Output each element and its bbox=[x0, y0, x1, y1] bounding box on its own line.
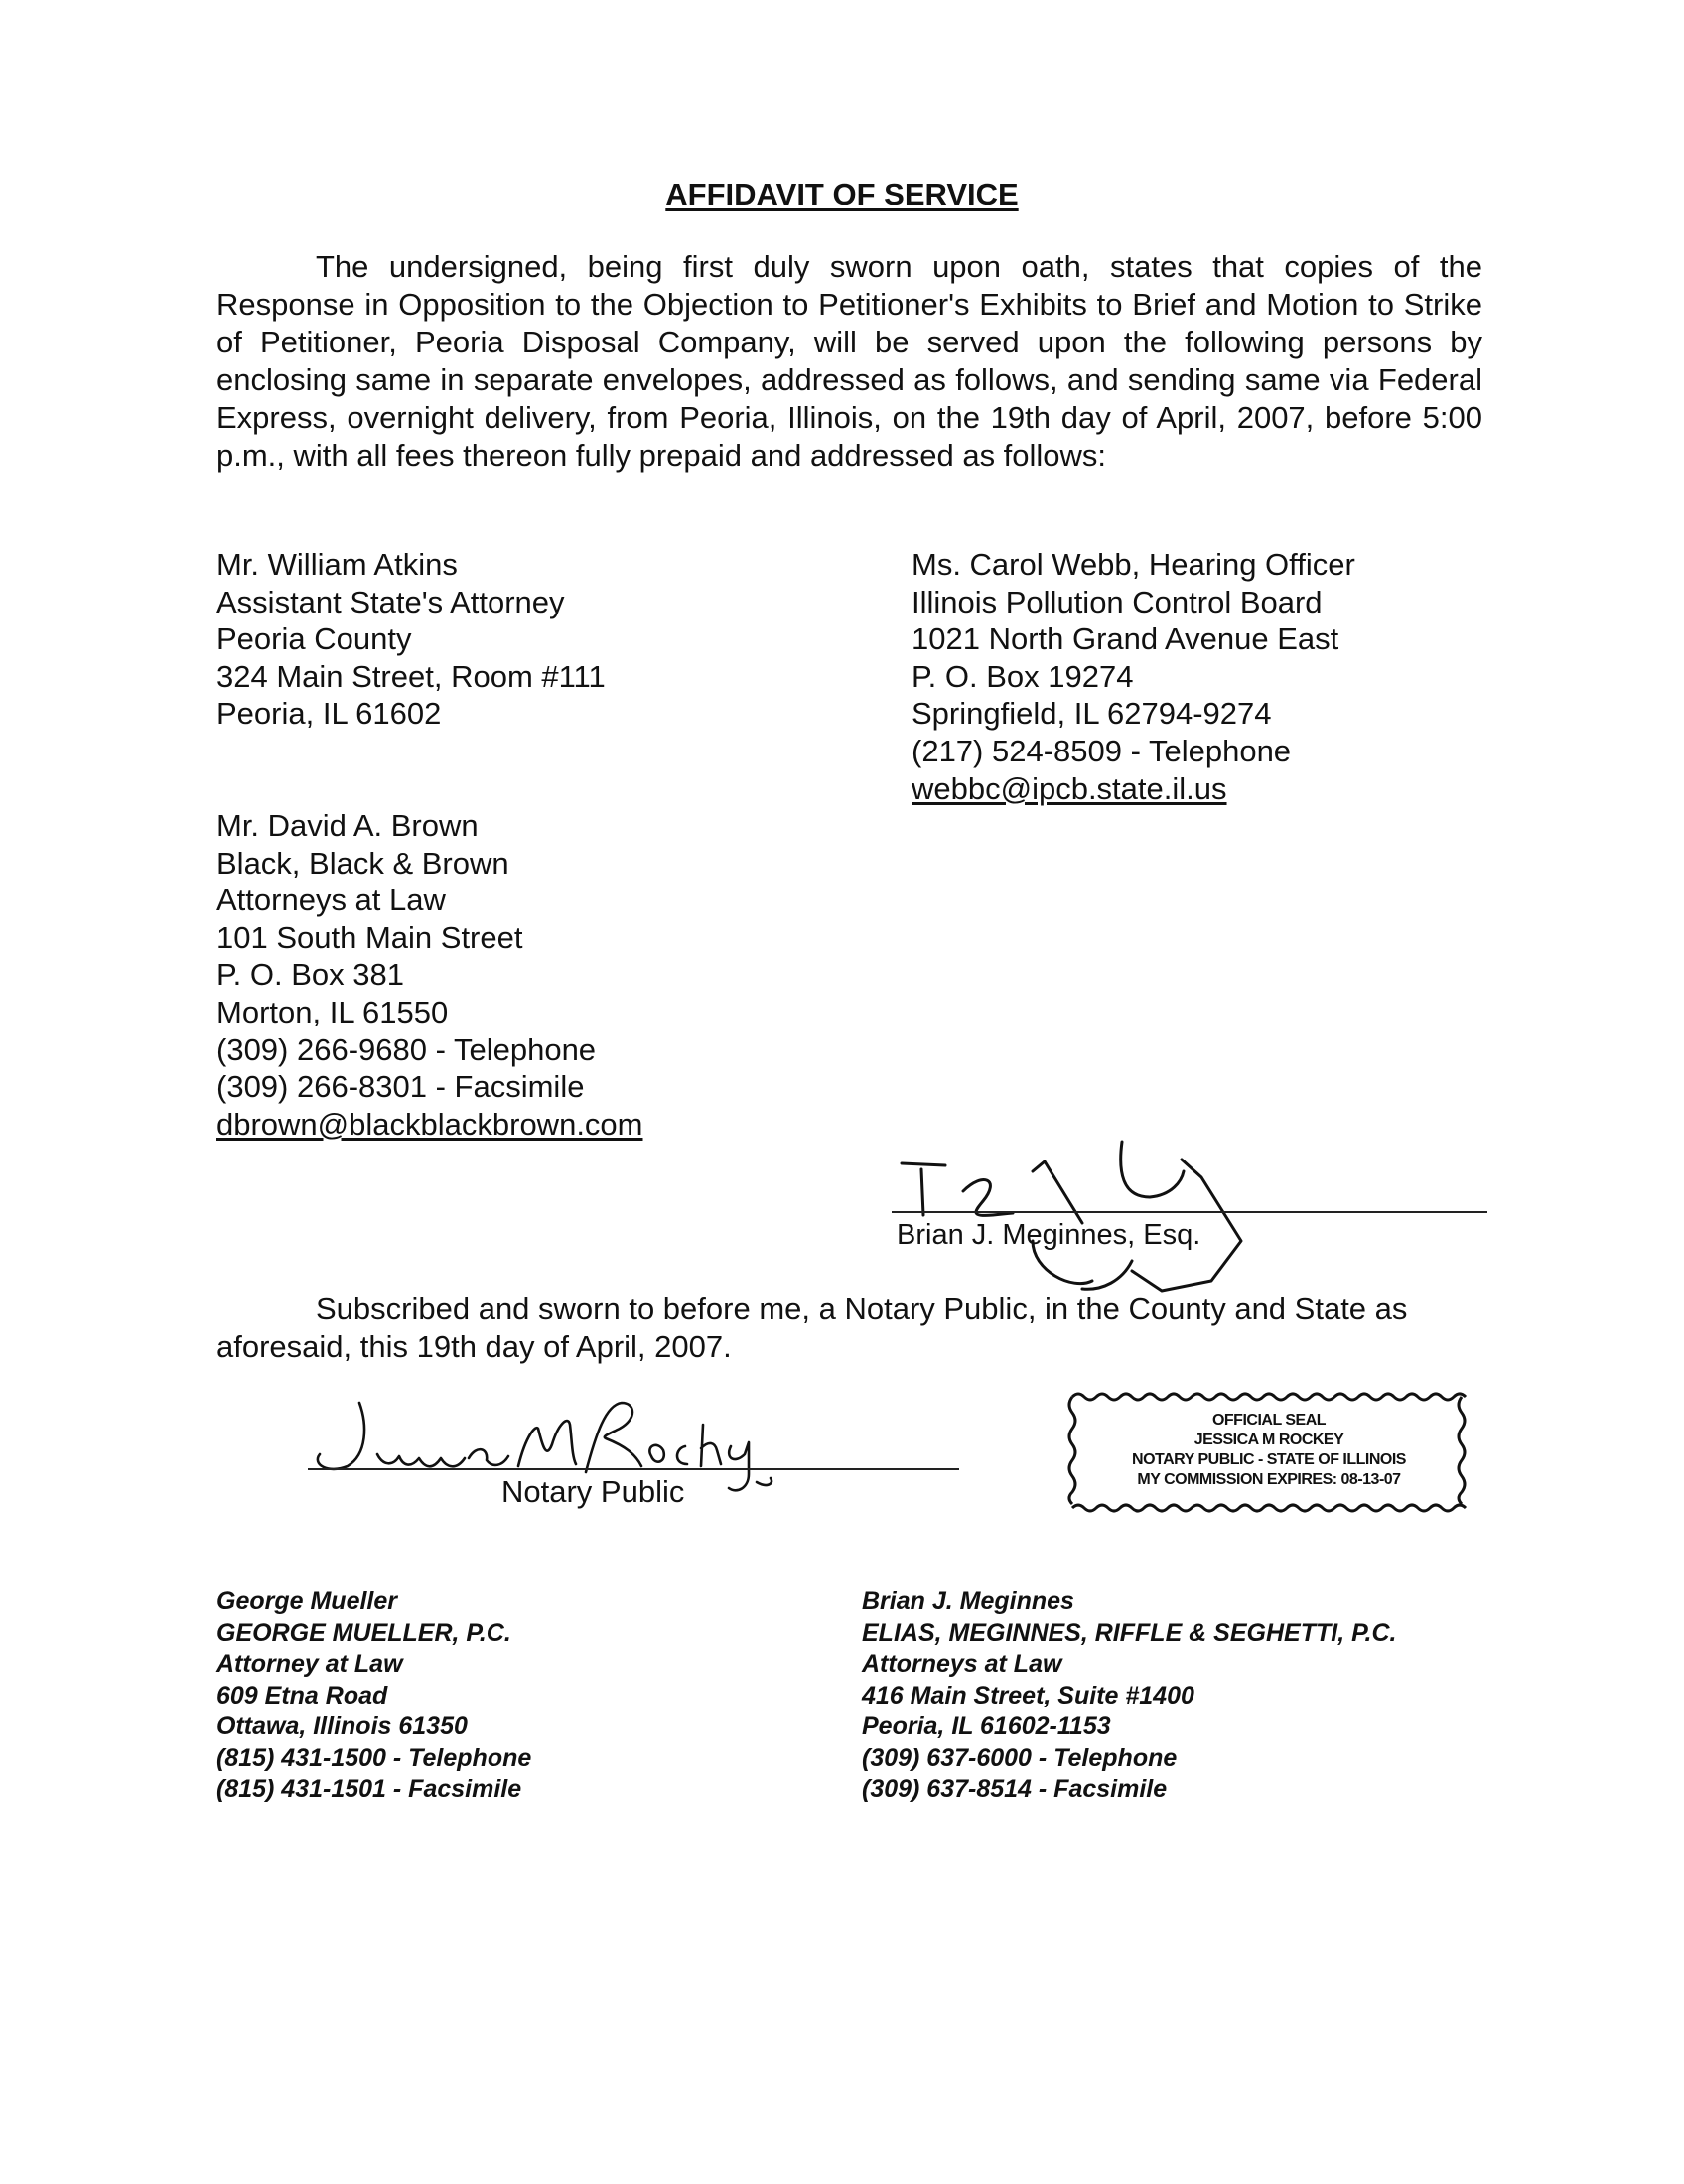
recipient-line: Assistant State's Attorney bbox=[216, 584, 565, 619]
recipient-line: Morton, IL 61550 bbox=[216, 994, 449, 1029]
recipient-line: Mr. William Atkins bbox=[216, 547, 458, 582]
recipient-line: 1021 North Grand Avenue East bbox=[912, 621, 1339, 657]
recipient-line: P. O. Box 19274 bbox=[912, 658, 1134, 694]
counsel-line: (309) 637-6000 - Telephone bbox=[862, 1743, 1178, 1772]
notary-public-label: Notary Public bbox=[501, 1474, 685, 1509]
counsel-line: (309) 637-8514 - Facsimile bbox=[862, 1775, 1168, 1803]
counsel-line: Attorneys at Law bbox=[862, 1650, 1062, 1678]
counsel-line: 609 Etna Road bbox=[216, 1681, 388, 1709]
email-link[interactable]: dbrown@blackblackbrown.com bbox=[216, 1106, 643, 1142]
recipient-line: 324 Main Street, Room #111 bbox=[216, 658, 606, 694]
seal-text bbox=[1064, 1411, 1474, 1490]
seal-line: MY COMMISSION EXPIRES: 08-13-07 bbox=[1137, 1471, 1401, 1488]
counsel-line: George Mueller bbox=[216, 1587, 397, 1615]
recipient-line: (309) 266-9680 - Telephone bbox=[216, 1031, 597, 1067]
recipient-line: 101 South Main Street bbox=[216, 919, 523, 955]
counsel-line: Attorney at Law bbox=[216, 1650, 403, 1678]
recipient-line: (309) 266-8301 - Facsimile bbox=[216, 1069, 585, 1105]
recipient-brown bbox=[216, 807, 643, 1143]
seal-line: JESSICA M ROCKEY bbox=[1193, 1432, 1344, 1448]
recipient-line: Attorneys at Law bbox=[216, 883, 446, 918]
recipient-line: Peoria, IL 61602 bbox=[216, 696, 442, 732]
recipient-line: Mr. David A. Brown bbox=[216, 808, 479, 843]
recipient-line: Illinois Pollution Control Board bbox=[912, 584, 1323, 619]
notary-signature-line bbox=[308, 1468, 959, 1470]
counsel-meginnes bbox=[862, 1586, 1397, 1806]
recipient-line: Ms. Carol Webb, Hearing Officer bbox=[912, 547, 1355, 582]
recipient-line: Peoria County bbox=[216, 621, 412, 657]
counsel-mueller bbox=[216, 1586, 531, 1806]
recipient-line: P. O. Box 381 bbox=[216, 957, 404, 993]
counsel-line: Peoria, IL 61602-1153 bbox=[862, 1712, 1111, 1740]
notary-statement-line-2: aforesaid, this 19th day of April, 2007. bbox=[216, 1329, 732, 1364]
official-seal bbox=[1064, 1385, 1474, 1519]
recipient-line: Black, Black & Brown bbox=[216, 845, 509, 881]
counsel-line: ELIAS, MEGINNES, RIFFLE & SEGHETTI, P.C. bbox=[862, 1618, 1397, 1647]
counsel-line: (815) 431-1500 - Telephone bbox=[216, 1743, 532, 1772]
seal-line: OFFICIAL SEAL bbox=[1211, 1412, 1327, 1429]
recipient-line: Springfield, IL 62794-9274 bbox=[912, 696, 1272, 732]
document-title: AFFIDAVIT OF SERVICE bbox=[665, 177, 1019, 211]
body-paragraph: The undersigned, being first duly sworn upon oath, states that copies of the Response in Opposition to the Objection to Petitioner's Exhibits to Brief and Motion to Strike of Petitioner, Peoria Disposal Company, will be served upon the following persons by enclosing same in separate envelopes, addressed as follows, and sending same via Federal Express, overnight delivery, from Peoria, Illinois, on the 19th day of April, 2007, before 5:00 p.m., with all fees thereon fully prepaid and addressed as follows: bbox=[216, 249, 1482, 473]
signature-line bbox=[892, 1211, 1487, 1213]
counsel-line: (815) 431-1501 - Facsimile bbox=[216, 1775, 522, 1803]
counsel-line: Brian J. Meginnes bbox=[862, 1587, 1074, 1615]
counsel-line: GEORGE MUELLER, P.C. bbox=[216, 1618, 511, 1647]
email-link[interactable]: webbc@ipcb.state.il.us bbox=[912, 770, 1227, 806]
recipient-line: (217) 524-8509 - Telephone bbox=[912, 733, 1292, 768]
counsel-line: 416 Main Street, Suite #1400 bbox=[862, 1681, 1194, 1709]
signer-name: Brian J. Meginnes, Esq. bbox=[897, 1219, 1201, 1251]
recipient-webb bbox=[912, 546, 1355, 807]
seal-line: NOTARY PUBLIC - STATE OF ILLINOIS bbox=[1132, 1451, 1406, 1468]
recipient-atkins bbox=[216, 546, 606, 733]
notary-statement-line-1: Subscribed and sworn to before me, a Notary Public, in the County and State as bbox=[316, 1292, 1408, 1326]
counsel-line: Ottawa, Illinois 61350 bbox=[216, 1712, 468, 1740]
